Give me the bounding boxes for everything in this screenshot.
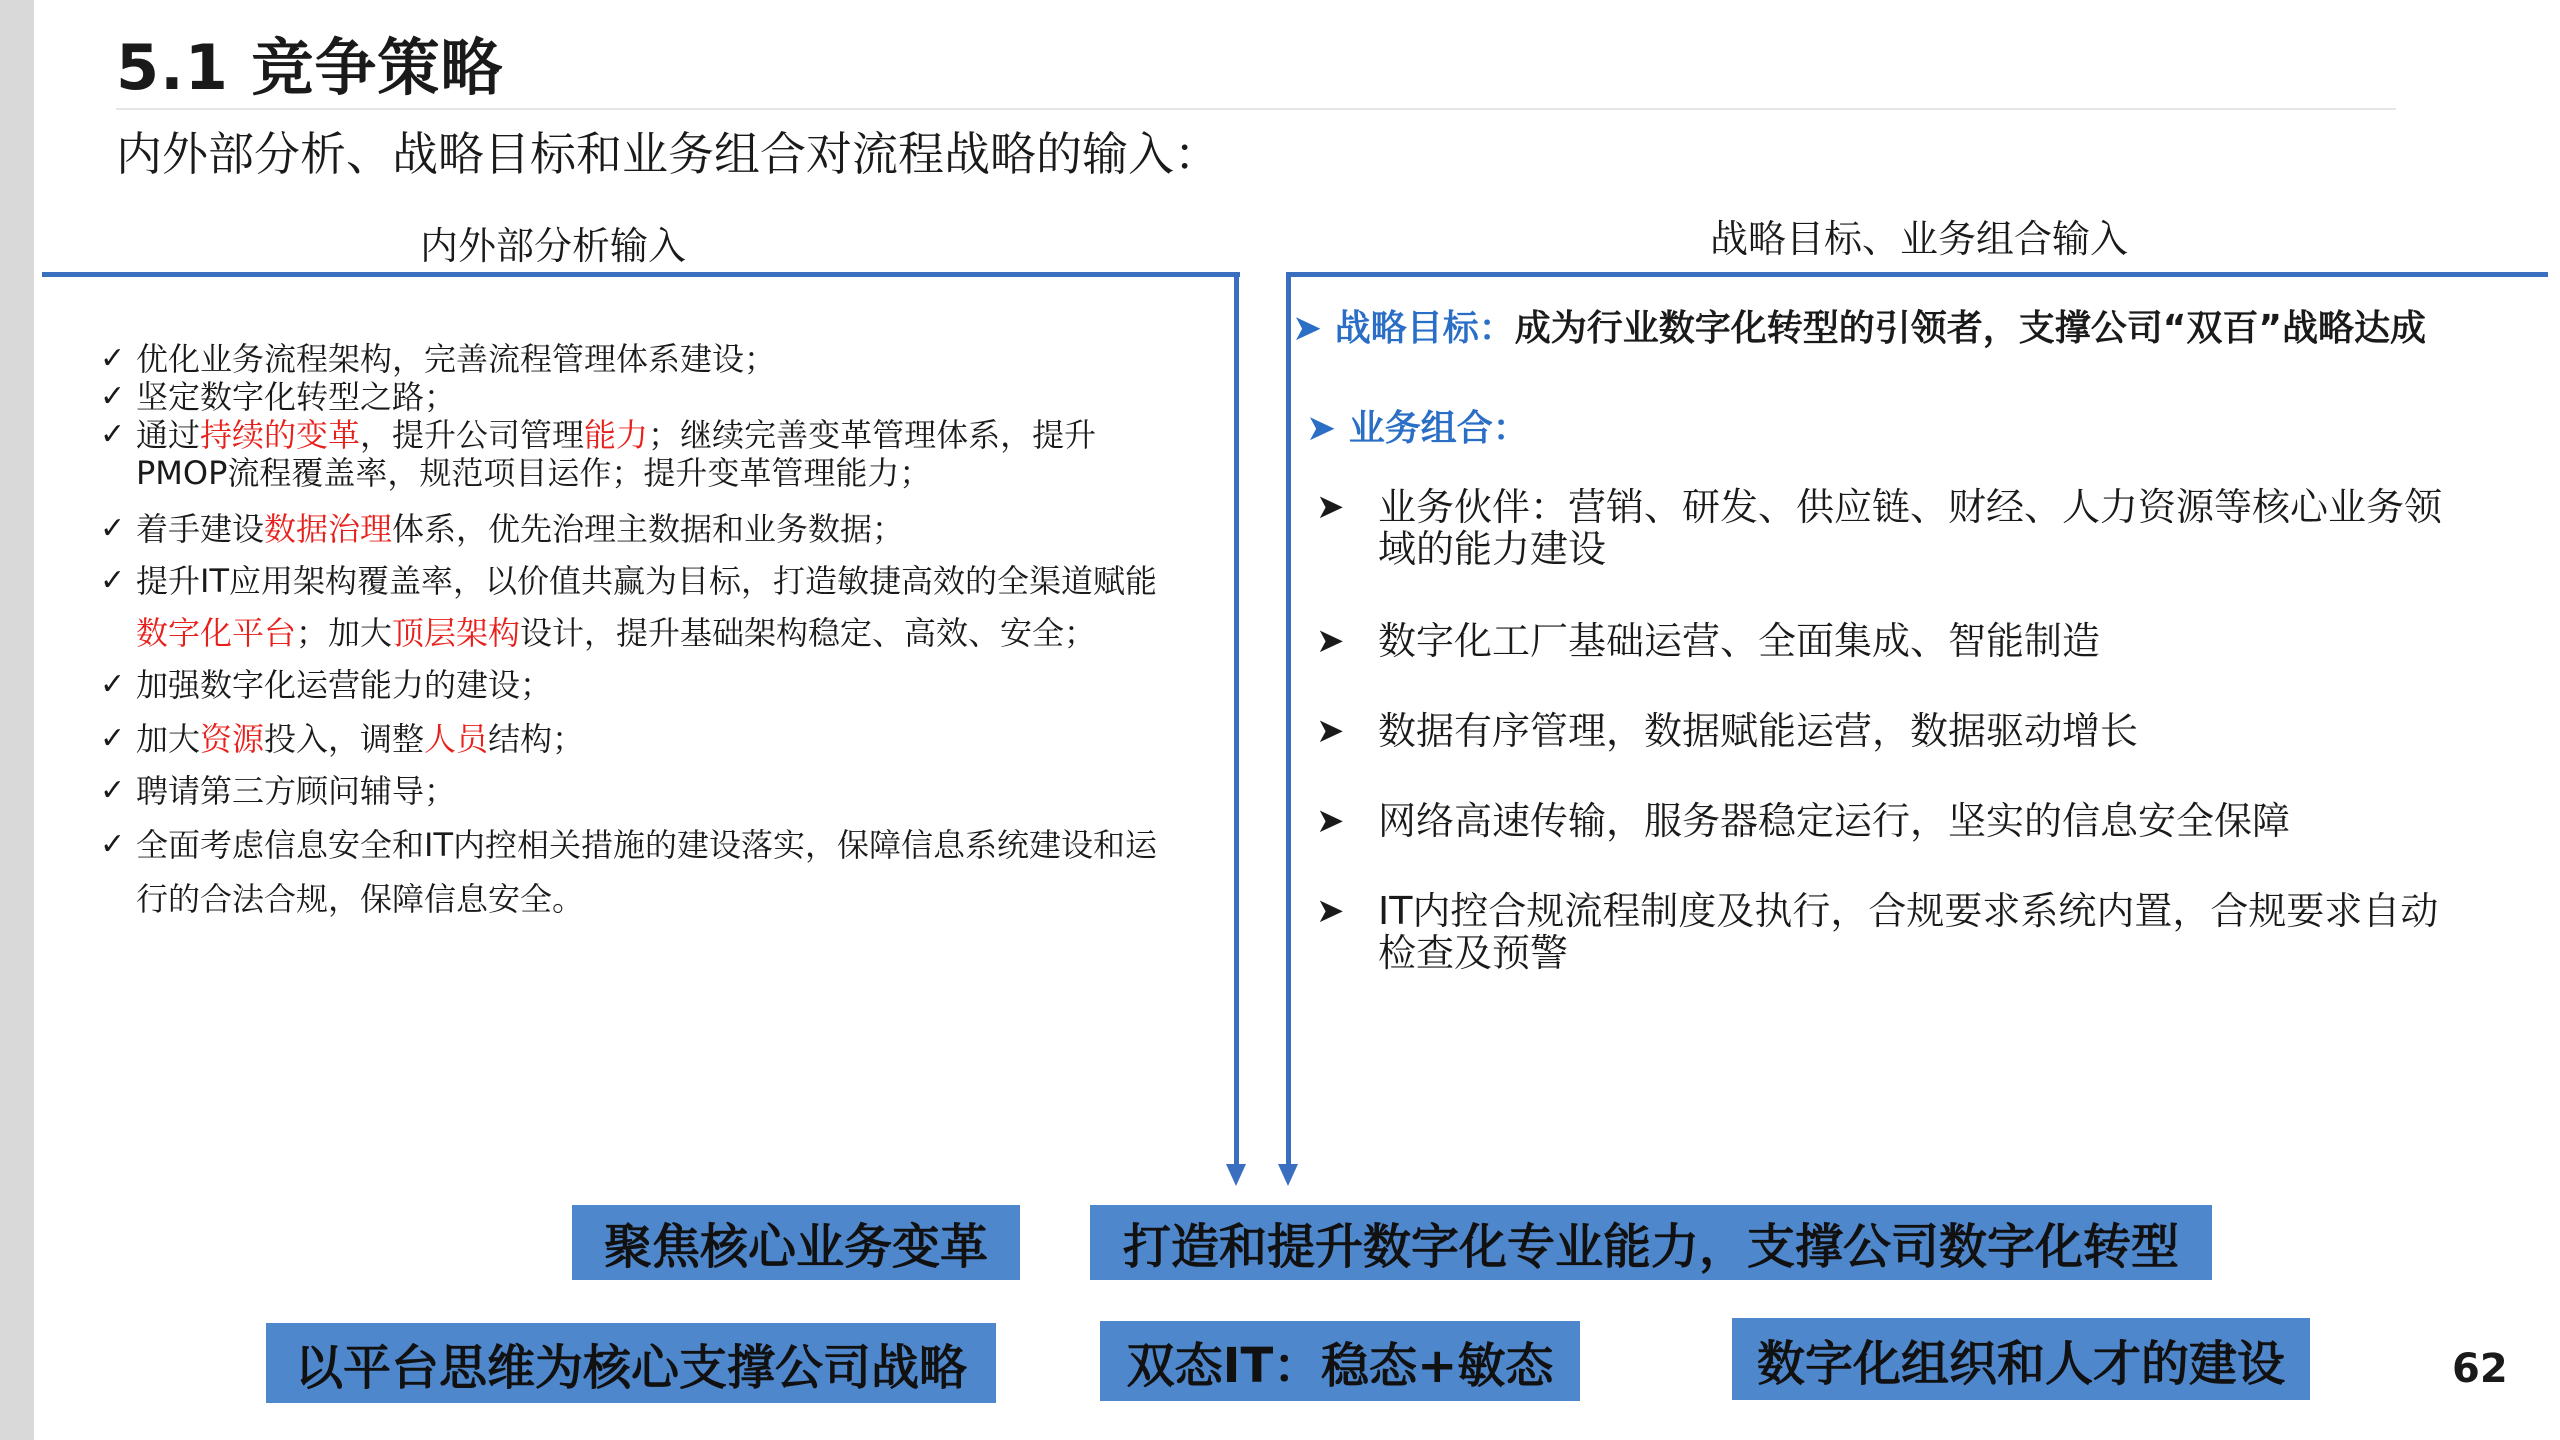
portfolio-item-text: IT内控合规流程制度及执行，合规要求系统内置，合规要求自动 <box>1378 889 2439 933</box>
right-column-header: 战略目标、业务组合输入 <box>1710 217 2129 261</box>
strategy-goal-label: 战略目标： <box>1334 308 1515 349</box>
analysis-item-text <box>136 562 1157 600</box>
item-text-part: ；继续完善变革管理体系，提升 <box>648 416 1097 454</box>
item-text-part: 体系，优先治理主数据和业务数据； <box>392 510 905 548</box>
item-text-part: ，提升公司管理 <box>360 416 585 454</box>
item-text-part: 坚定数字化转型之路； <box>136 378 457 416</box>
check-icon: ✓ <box>100 511 126 546</box>
arrow-bullet-icon: ➤ <box>1316 487 1345 527</box>
arrow-bullet-icon: ➤ <box>1316 801 1345 841</box>
analysis-item-text <box>136 826 1157 864</box>
item-text-part: 优化业务流程架构，完善流程管理体系建设； <box>136 340 777 378</box>
digital-capability-box: 打造和提升数字化专业能力，支撑公司数字化转型 <box>1090 1205 2212 1280</box>
strategy-goal-text: 成为行业数字化转型的引领者，支撑公司“双百”战略达成 <box>1514 308 2427 349</box>
arrow-icon: ➤ <box>1306 408 1337 449</box>
analysis-item-text <box>136 416 1096 454</box>
right-bracket-down-line <box>1286 272 1291 1172</box>
page-subtitle: 内外部分析、战略目标和业务组合对流程战略的输入： <box>116 127 1220 181</box>
page-title: 5.1 竞争策略 <box>116 31 504 104</box>
right-bracket-top-line <box>1286 272 2548 277</box>
check-icon: ✓ <box>100 721 126 756</box>
arrow-bullet-icon: ➤ <box>1316 711 1345 751</box>
highlight-text: 顶层架构 <box>392 614 521 652</box>
check-icon: ✓ <box>100 379 126 414</box>
item-text-part: 加大 <box>136 720 201 758</box>
item-text-part: 加强数字化运营能力的建设； <box>136 666 553 704</box>
portfolio-item-text: 检查及预警 <box>1378 931 1569 975</box>
analysis-item-text <box>136 454 931 492</box>
portfolio-item-text: 网络高速传输，服务器稳定运行，坚实的信息安全保障 <box>1378 799 2291 843</box>
portfolio-item-text: 业务伙伴：营销、研发、供应链、财经、人力资源等核心业务领 <box>1378 485 2443 529</box>
check-icon: ✓ <box>100 417 126 452</box>
item-text-part: 聘请第三方顾问辅导； <box>136 772 457 810</box>
analysis-item-text <box>136 880 584 918</box>
highlight-text: 能力 <box>584 416 649 454</box>
strategy-goal-row <box>1292 300 2426 351</box>
title-divider <box>116 108 2396 110</box>
analysis-item-text <box>136 340 776 378</box>
item-text-part: 提升IT应用架构覆盖率，以价值共赢为目标，打造敏捷高效的全渠道赋能 <box>136 562 1157 600</box>
item-text-part: 结构； <box>488 720 585 758</box>
portfolio-item-text: 数据有序管理，数据赋能运营，数据驱动增长 <box>1378 709 2139 753</box>
left-down-arrow-icon <box>1226 1164 1246 1186</box>
analysis-item-text <box>136 510 904 548</box>
check-icon: ✓ <box>100 563 126 598</box>
highlight-text: 人员 <box>424 720 489 758</box>
item-text-part: 投入，调整 <box>264 720 425 758</box>
highlight-text: 数字化平台 <box>136 614 297 652</box>
check-icon: ✓ <box>100 667 126 702</box>
left-column-header: 内外部分析输入 <box>420 224 687 268</box>
item-text-part: 设计，提升基础架构稳定、高效、安全； <box>520 614 1097 652</box>
business-portfolio-row <box>1306 400 1529 451</box>
portfolio-item-text: 域的能力建设 <box>1378 527 1607 571</box>
analysis-item-text <box>136 614 1096 652</box>
highlight-text: 数据治理 <box>264 510 393 548</box>
item-text-part: 全面考虑信息安全和IT内控相关措施的建设落实，保障信息系统建设和运 <box>136 826 1157 864</box>
page-number: 62 <box>2452 1346 2508 1392</box>
item-text-part: PMOP流程覆盖率，规范项目运作；提升变革管理能力； <box>136 454 932 492</box>
item-text-part: 行的合法合规，保障信息安全。 <box>136 880 585 918</box>
left-bracket-down-line <box>1234 272 1239 1172</box>
item-text-part: ；加大 <box>296 614 393 652</box>
analysis-item-text <box>136 378 456 416</box>
focus-core-business-change-box: 聚焦核心业务变革 <box>572 1205 1020 1280</box>
digital-org-talent-box: 数字化组织和人才的建设 <box>1732 1318 2310 1400</box>
item-text-part: 着手建设 <box>136 510 265 548</box>
portfolio-item-text: 数字化工厂基础运营、全面集成、智能制造 <box>1378 619 2101 663</box>
check-icon: ✓ <box>100 827 126 862</box>
analysis-item-text <box>136 772 456 810</box>
right-down-arrow-icon <box>1278 1164 1298 1186</box>
check-icon: ✓ <box>100 341 126 376</box>
analysis-item-text <box>136 720 584 758</box>
check-icon: ✓ <box>100 773 126 808</box>
analysis-item-text <box>136 666 552 704</box>
arrow-icon: ➤ <box>1292 308 1323 349</box>
bimodal-it-box: 双态IT：稳态+敏态 <box>1100 1321 1580 1401</box>
business-portfolio-label: 业务组合： <box>1348 408 1529 449</box>
left-bracket-top-line <box>42 272 1240 277</box>
platform-thinking-box: 以平台思维为核心支撑公司战略 <box>266 1323 996 1403</box>
highlight-text: 持续的变革 <box>200 416 361 454</box>
item-text-part: 通过 <box>136 416 201 454</box>
arrow-bullet-icon: ➤ <box>1316 891 1345 931</box>
highlight-text: 资源 <box>200 720 265 758</box>
left-edge-bar <box>0 0 34 1440</box>
arrow-bullet-icon: ➤ <box>1316 621 1345 661</box>
